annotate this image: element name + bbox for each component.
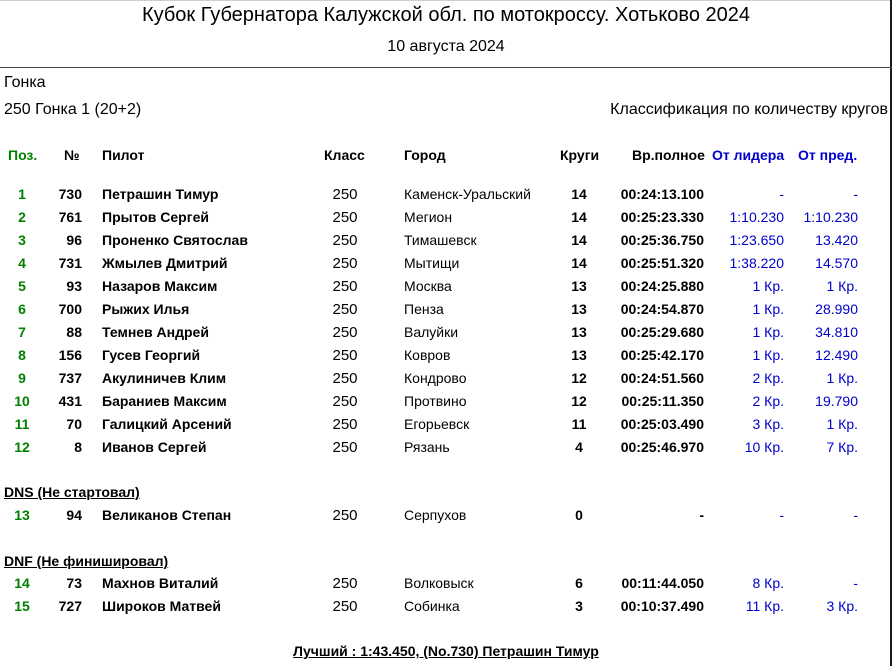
cell-time: 00:25:11.350 [621, 393, 704, 409]
cell-prev: - [853, 186, 858, 202]
cell-leader: 8 Кр. [752, 575, 784, 591]
section-label: Гонка [4, 74, 46, 91]
cell-time: 00:25:46.970 [620, 439, 704, 455]
col-header-city: Город [404, 147, 446, 163]
cell-laps: 13 [571, 324, 587, 340]
cell-leader: 11 Кр. [745, 598, 784, 614]
cell-pos: 9 [18, 370, 26, 386]
cell-num: 73 [66, 575, 82, 591]
table-row [0, 439, 892, 461]
table-row [0, 186, 892, 208]
cell-klass: 250 [332, 507, 358, 524]
cell-pos: 15 [14, 598, 30, 614]
cell-prev: 28.990 [815, 301, 858, 317]
header-divider [0, 67, 892, 68]
cell-leader: 1 Кр. [752, 301, 784, 317]
cell-prev: - [853, 575, 858, 591]
cell-city: Валуйки [404, 324, 459, 340]
cell-num: 431 [58, 393, 82, 409]
cell-klass: 250 [332, 393, 358, 410]
cell-laps: 12 [571, 370, 587, 386]
cell-leader: 1 Кр. [752, 347, 784, 363]
cell-pos: 6 [18, 301, 26, 317]
cell-prev: 3 Кр. [826, 598, 858, 614]
cell-leader: 1:10.230 [729, 209, 784, 225]
cell-city: Мытищи [404, 255, 460, 271]
cell-time: - [699, 507, 704, 523]
cell-num: 700 [58, 301, 82, 317]
best-lap: Лучший : 1:43.450, (No.730) Петрашин Тимур [293, 643, 599, 659]
table-row [0, 370, 892, 392]
cell-prev: 1 Кр. [826, 416, 858, 432]
cell-klass: 250 [332, 186, 358, 203]
cell-num: 93 [66, 278, 82, 294]
cell-pilot: Великанов Степан [102, 507, 232, 523]
cell-pilot: Петрашин Тимур [102, 186, 219, 202]
cell-pilot: Гусев Георгий [102, 347, 201, 363]
top-border [0, 0, 892, 1]
col-header-num: № [64, 147, 80, 163]
cell-leader: 2 Кр. [752, 370, 784, 386]
cell-leader: 10 Кр. [744, 439, 784, 455]
cell-klass: 250 [332, 347, 358, 364]
cell-time: 00:24:25.880 [620, 278, 704, 294]
cell-city: Москва [404, 278, 452, 294]
col-header-total-time: Вр.полное [632, 147, 705, 163]
cell-klass: 250 [332, 278, 358, 295]
cell-pilot: Рыжих Илья [102, 301, 190, 317]
cell-klass: 250 [332, 416, 358, 433]
cell-pos: 5 [18, 278, 26, 294]
cell-prev: 7 Кр. [826, 439, 858, 455]
cell-laps: 13 [571, 301, 587, 317]
cell-pos: 12 [14, 439, 30, 455]
col-header-pos: Поз. [8, 147, 38, 163]
cell-leader: 1:38.220 [729, 255, 784, 271]
cell-city: Пенза [404, 301, 444, 317]
event-date: 10 августа 2024 [387, 38, 505, 55]
cell-prev: 34.810 [815, 324, 858, 340]
cell-pilot: Широков Матвей [102, 598, 221, 614]
cell-pos: 11 [14, 416, 30, 432]
cell-num: 727 [58, 598, 82, 614]
cell-prev: 14.570 [815, 255, 858, 271]
cell-num: 8 [74, 439, 82, 455]
cell-city: Рязань [404, 439, 450, 455]
table-row [0, 598, 892, 620]
classification-label: Классификация по количеству кругов [610, 101, 888, 118]
cell-laps: 0 [575, 507, 583, 523]
cell-pilot: Иванов Сергей [102, 439, 207, 455]
cell-pilot: Прытов Сергей [102, 209, 209, 225]
cell-laps: 11 [571, 416, 587, 432]
cell-pilot: Жмылев Дмитрий [102, 255, 228, 271]
table-row [0, 278, 892, 300]
cell-num: 731 [58, 255, 82, 271]
cell-num: 88 [66, 324, 82, 340]
cell-laps: 13 [571, 347, 587, 363]
cell-num: 156 [58, 347, 82, 363]
cell-pilot: Махнов Виталий [102, 575, 219, 591]
col-header-class: Класс [324, 147, 365, 163]
cell-city: Собинка [404, 598, 460, 614]
cell-prev: 1 Кр. [826, 370, 858, 386]
col-header-gap-leader: От лидера [712, 147, 785, 163]
cell-klass: 250 [332, 370, 358, 387]
cell-leader: - [779, 507, 784, 523]
cell-klass: 250 [332, 575, 358, 592]
cell-prev: 13.420 [815, 232, 858, 248]
cell-klass: 250 [332, 209, 358, 226]
cell-prev: 1 Кр. [826, 278, 858, 294]
cell-pos: 1 [18, 186, 26, 202]
cell-laps: 14 [571, 186, 587, 202]
cell-pilot: Темнев Андрей [102, 324, 209, 340]
table-row [0, 575, 892, 597]
table-row [0, 301, 892, 323]
cell-klass: 250 [332, 324, 358, 341]
cell-leader: 1 Кр. [752, 324, 784, 340]
cell-city: Мегион [404, 209, 453, 225]
cell-city: Тимашевск [404, 232, 477, 248]
cell-laps: 14 [571, 255, 587, 271]
col-header-laps: Круги [560, 147, 600, 163]
cell-klass: 250 [332, 439, 358, 456]
table-row [0, 393, 892, 415]
cell-pos: 7 [18, 324, 26, 340]
cell-time: 00:25:29.680 [620, 324, 704, 340]
cell-klass: 250 [332, 301, 358, 318]
cell-laps: 14 [571, 232, 587, 248]
cell-pilot: Акулиничев Клим [102, 370, 227, 386]
cell-laps: 6 [575, 575, 583, 591]
table-row [0, 255, 892, 277]
table-row [0, 507, 892, 529]
cell-city: Егорьевск [404, 416, 470, 432]
table-row [0, 416, 892, 438]
table-row [0, 324, 892, 346]
cell-laps: 12 [571, 393, 587, 409]
cell-prev: - [853, 507, 858, 523]
cell-num: 737 [58, 370, 82, 386]
cell-num: 94 [66, 507, 82, 523]
cell-pilot: Проненко Святослав [102, 232, 248, 248]
cell-leader: 1:23.650 [729, 232, 784, 248]
cell-pos: 14 [14, 575, 30, 591]
cell-time: 00:25:03.490 [620, 416, 704, 432]
cell-klass: 250 [332, 598, 358, 615]
cell-pilot: Бараниев Максим [102, 393, 227, 409]
cell-pilot: Галицкий Арсений [102, 416, 232, 432]
cell-time: 00:24:51.560 [620, 370, 704, 386]
cell-laps: 13 [571, 278, 587, 294]
table-row [0, 347, 892, 369]
cell-leader: 3 Кр. [752, 416, 784, 432]
cell-klass: 250 [332, 255, 358, 272]
cell-num: 70 [66, 416, 82, 432]
col-header-pilot: Пилот [102, 147, 145, 163]
cell-laps: 4 [575, 439, 583, 455]
cell-time: 00:10:37.490 [620, 598, 704, 614]
cell-num: 96 [66, 232, 82, 248]
cell-pos: 10 [14, 393, 30, 409]
event-title: Кубок Губернатора Калужской обл. по мотокроссу. Хотьково 2024 [141, 4, 751, 26]
cell-time: 00:24:13.100 [620, 186, 704, 202]
cell-time: 00:25:51.320 [620, 255, 704, 271]
dns-heading: DNS (Не стартовал) [4, 484, 140, 500]
cell-prev: 12.490 [815, 347, 858, 363]
col-header-gap-prev: От пред. [798, 147, 858, 163]
cell-num: 730 [58, 186, 82, 202]
dnf-heading: DNF (Не финишировал) [4, 553, 169, 569]
cell-prev: 19.790 [815, 393, 858, 409]
cell-pos: 13 [14, 507, 30, 523]
cell-city: Протвино [404, 393, 467, 409]
cell-time: 00:11:44.050 [621, 575, 704, 591]
cell-time: 00:25:36.750 [620, 232, 704, 248]
cell-leader: 2 Кр. [752, 393, 784, 409]
cell-pos: 3 [18, 232, 26, 248]
cell-city: Волковыск [404, 575, 474, 591]
cell-laps: 14 [571, 209, 587, 225]
cell-num: 761 [58, 209, 82, 225]
race-name: 250 Гонка 1 (20+2) [4, 101, 142, 118]
cell-city: Кондрово [404, 370, 467, 386]
cell-city: Каменск-Уральский [404, 186, 531, 202]
cell-laps: 3 [575, 598, 583, 614]
cell-city: Ковров [404, 347, 451, 363]
cell-prev: 1:10.230 [803, 209, 858, 225]
table-row [0, 209, 892, 231]
cell-leader: - [779, 186, 784, 202]
cell-pos: 2 [18, 209, 26, 225]
cell-pos: 8 [18, 347, 26, 363]
cell-city: Серпухов [404, 507, 467, 523]
cell-time: 00:24:54.870 [620, 301, 704, 317]
cell-klass: 250 [332, 232, 358, 249]
cell-time: 00:25:23.330 [620, 209, 704, 225]
cell-pilot: Назаров Максим [102, 278, 218, 294]
cell-pos: 4 [18, 255, 26, 271]
cell-time: 00:25:42.170 [620, 347, 704, 363]
table-row [0, 232, 892, 254]
cell-leader: 1 Кр. [752, 278, 784, 294]
